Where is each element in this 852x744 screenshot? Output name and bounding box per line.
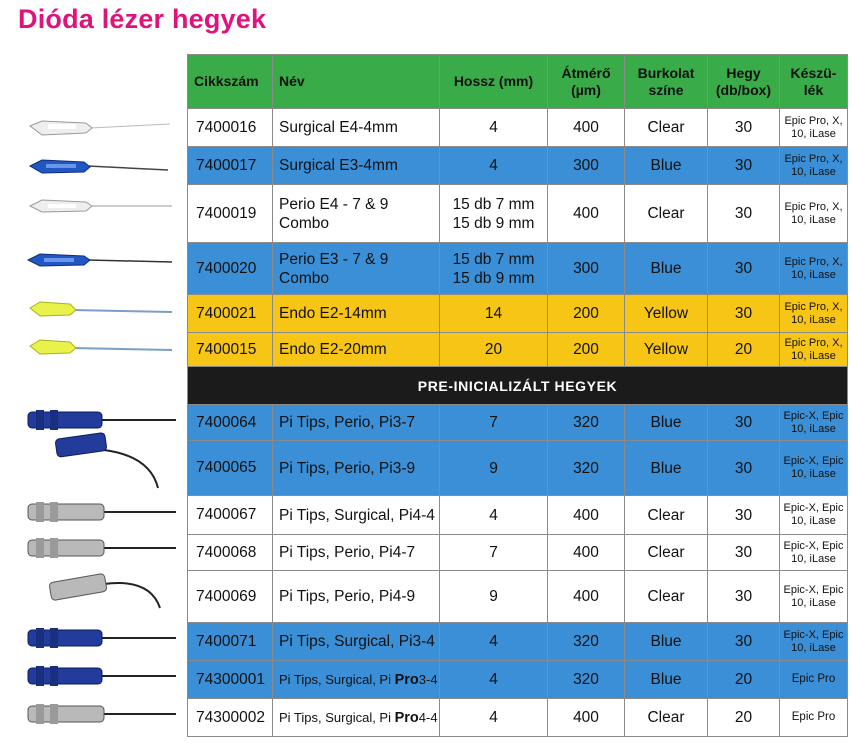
cell-diameter: 320	[548, 661, 625, 699]
cell-tip: 30	[708, 441, 780, 496]
cell-name: Pi Tips, Surgical, Pi4-4	[273, 496, 440, 535]
table-row	[188, 147, 848, 185]
cell-color: Yellow	[625, 333, 708, 367]
cell-color: Blue	[625, 405, 708, 441]
cell-length: 14	[440, 295, 548, 333]
yellow-laser-tip-icon	[30, 340, 172, 354]
cell-tip: 30	[708, 405, 780, 441]
cell-name	[273, 661, 440, 699]
cell-name-suffix: 3-4	[418, 671, 438, 687]
blue-bent-pi-tip-icon	[55, 432, 158, 488]
cell-name: Pi Tips, Surgical, Pi3-4	[273, 623, 440, 661]
cell-color: Blue	[625, 147, 708, 185]
table-row	[188, 535, 848, 571]
blue-pi-tip-icon	[28, 666, 176, 686]
table-row	[188, 496, 848, 535]
cell-color: Clear	[625, 109, 708, 147]
cell-name: Perio E4 - 7 & 9 Combo	[273, 185, 440, 243]
page-title: Dióda lézer hegyek	[18, 4, 267, 34]
cell-length: 15 db 7 mm 15 db 9 mm	[440, 185, 548, 243]
cell-tip: 30	[708, 109, 780, 147]
cell-code: 7400065	[188, 441, 273, 496]
cell-code: 7400020	[188, 243, 273, 295]
table-row	[188, 295, 848, 333]
cell-tip: 30	[708, 535, 780, 571]
cell-tip: 30	[708, 496, 780, 535]
cell-diameter: 400	[548, 109, 625, 147]
cell-code: 7400064	[188, 405, 273, 441]
cell-color: Clear	[625, 185, 708, 243]
clear-pi-tip-icon	[28, 502, 176, 522]
header-tip: Hegy (db/box)	[708, 55, 780, 109]
table-row	[188, 109, 848, 147]
cell-diameter: 200	[548, 295, 625, 333]
cell-length: 9	[440, 441, 548, 496]
cell-color: Blue	[625, 661, 708, 699]
cell-color: Clear	[625, 571, 708, 623]
cell-length: 4	[440, 147, 548, 185]
cell-tip: 30	[708, 295, 780, 333]
cell-name-prefix: Pi Tips, Surgical, Pi	[279, 709, 395, 725]
header-color: Burkolat színe	[625, 55, 708, 109]
table-row	[188, 699, 848, 737]
cell-device: Epic Pro	[780, 699, 848, 737]
cell-code: 74300001	[188, 661, 273, 699]
cell-length: 7	[440, 535, 548, 571]
cell-diameter: 400	[548, 496, 625, 535]
table-row	[188, 243, 848, 295]
cell-name: Pi Tips, Perio, Pi3-9	[273, 441, 440, 496]
blue-pi-tip-icon	[28, 628, 176, 648]
cell-color: Blue	[625, 441, 708, 496]
table-row	[188, 441, 848, 496]
cell-tip: 20	[708, 661, 780, 699]
clear-bent-pi-tip-icon	[49, 573, 160, 608]
cell-name: Surgical E3-4mm	[273, 147, 440, 185]
cell-diameter: 300	[548, 147, 625, 185]
cell-code: 7400015	[188, 333, 273, 367]
table-row	[188, 623, 848, 661]
header-diameter: Átmérő (µm)	[548, 55, 625, 109]
cell-color: Yellow	[625, 295, 708, 333]
cell-diameter: 320	[548, 405, 625, 441]
cell-device: Epic Pro, X, 10, iLase	[780, 243, 848, 295]
cell-color: Clear	[625, 535, 708, 571]
yellow-laser-tip-icon	[30, 302, 172, 316]
cell-device: Epic Pro, X, 10, iLase	[780, 147, 848, 185]
cell-diameter: 300	[548, 243, 625, 295]
cell-tip: 30	[708, 147, 780, 185]
section-header-row	[188, 367, 848, 405]
blue-laser-tip-icon	[28, 254, 172, 266]
cell-length: 4	[440, 496, 548, 535]
cell-name: Pi Tips, Perio, Pi4-9	[273, 571, 440, 623]
cell-device: Epic-X, Epic 10, iLase	[780, 405, 848, 441]
cell-tip: 20	[708, 699, 780, 737]
header-name: Név	[273, 55, 440, 109]
table-header-row	[188, 55, 848, 109]
cell-code: 7400068	[188, 535, 273, 571]
cell-name-suffix: 4-4	[418, 709, 438, 725]
blue-pi-tip-icon	[28, 410, 176, 430]
cell-length: 15 db 7 mm 15 db 9 mm	[440, 243, 548, 295]
cell-length: 20	[440, 333, 548, 367]
clear-laser-tip-icon	[30, 121, 170, 135]
table-row	[188, 405, 848, 441]
cell-length: 4	[440, 623, 548, 661]
table-row	[188, 571, 848, 623]
cell-device: Epic-X, Epic 10, iLase	[780, 441, 848, 496]
cell-name: Surgical E4-4mm	[273, 109, 440, 147]
section-label: PRE-INICIALIZÁLT HEGYEK	[188, 367, 848, 405]
cell-name: Endo E2-14mm	[273, 295, 440, 333]
header-device: Készü- lék	[780, 55, 848, 109]
cell-name-bold: Pro	[394, 709, 419, 726]
clear-laser-tip-icon	[30, 200, 172, 212]
cell-name-prefix: Pi Tips, Surgical, Pi	[279, 671, 395, 687]
cell-diameter: 400	[548, 535, 625, 571]
cell-color: Blue	[625, 623, 708, 661]
cell-diameter: 400	[548, 571, 625, 623]
cell-name: Pi Tips, Perio, Pi4-7	[273, 535, 440, 571]
cell-device: Epic-X, Epic 10, iLase	[780, 535, 848, 571]
cell-diameter: 400	[548, 699, 625, 737]
blue-laser-tip-icon	[30, 160, 168, 173]
cell-code: 7400067	[188, 496, 273, 535]
cell-diameter: 320	[548, 623, 625, 661]
cell-length: 7	[440, 405, 548, 441]
cell-name: Endo E2-20mm	[273, 333, 440, 367]
cell-diameter: 200	[548, 333, 625, 367]
cell-name: Pi Tips, Perio, Pi3-7	[273, 405, 440, 441]
cell-length: 4	[440, 699, 548, 737]
cell-name	[273, 699, 440, 737]
header-length: Hossz (mm)	[440, 55, 548, 109]
cell-device: Epic-X, Epic 10, iLase	[780, 496, 848, 535]
cell-length: 9	[440, 571, 548, 623]
cell-name-bold: Pro	[394, 671, 419, 688]
cell-tip: 30	[708, 185, 780, 243]
cell-diameter: 320	[548, 441, 625, 496]
clear-pi-tip-icon	[28, 704, 176, 724]
cell-code: 7400016	[188, 109, 273, 147]
cell-device: Epic Pro, X, 10, iLase	[780, 185, 848, 243]
cell-device: Epic-X, Epic 10, iLase	[780, 571, 848, 623]
clear-pi-tip-icon	[28, 538, 176, 558]
table-row	[188, 333, 848, 367]
cell-color: Blue	[625, 243, 708, 295]
cell-tip: 30	[708, 623, 780, 661]
cell-color: Clear	[625, 699, 708, 737]
table-row	[188, 661, 848, 699]
cell-diameter: 400	[548, 185, 625, 243]
table-row	[188, 185, 848, 243]
cell-code: 7400019	[188, 185, 273, 243]
cell-length: 4	[440, 109, 548, 147]
header-code: Cikkszám	[188, 55, 273, 109]
cell-tip: 30	[708, 243, 780, 295]
tip-images	[0, 0, 187, 744]
cell-tip: 20	[708, 333, 780, 367]
cell-device: Epic Pro	[780, 661, 848, 699]
cell-device: Epic Pro, X, 10, iLase	[780, 109, 848, 147]
cell-tip: 30	[708, 571, 780, 623]
cell-code: 7400069	[188, 571, 273, 623]
cell-device: Epic-X, Epic 10, iLase	[780, 623, 848, 661]
cell-name: Perio E3 - 7 & 9 Combo	[273, 243, 440, 295]
cell-device: Epic Pro, X, 10, iLase	[780, 295, 848, 333]
product-table	[187, 54, 848, 737]
cell-code: 7400071	[188, 623, 273, 661]
cell-code: 7400017	[188, 147, 273, 185]
cell-length: 4	[440, 661, 548, 699]
cell-code: 74300002	[188, 699, 273, 737]
cell-code: 7400021	[188, 295, 273, 333]
cell-device: Epic Pro, X, 10, iLase	[780, 333, 848, 367]
cell-color: Clear	[625, 496, 708, 535]
